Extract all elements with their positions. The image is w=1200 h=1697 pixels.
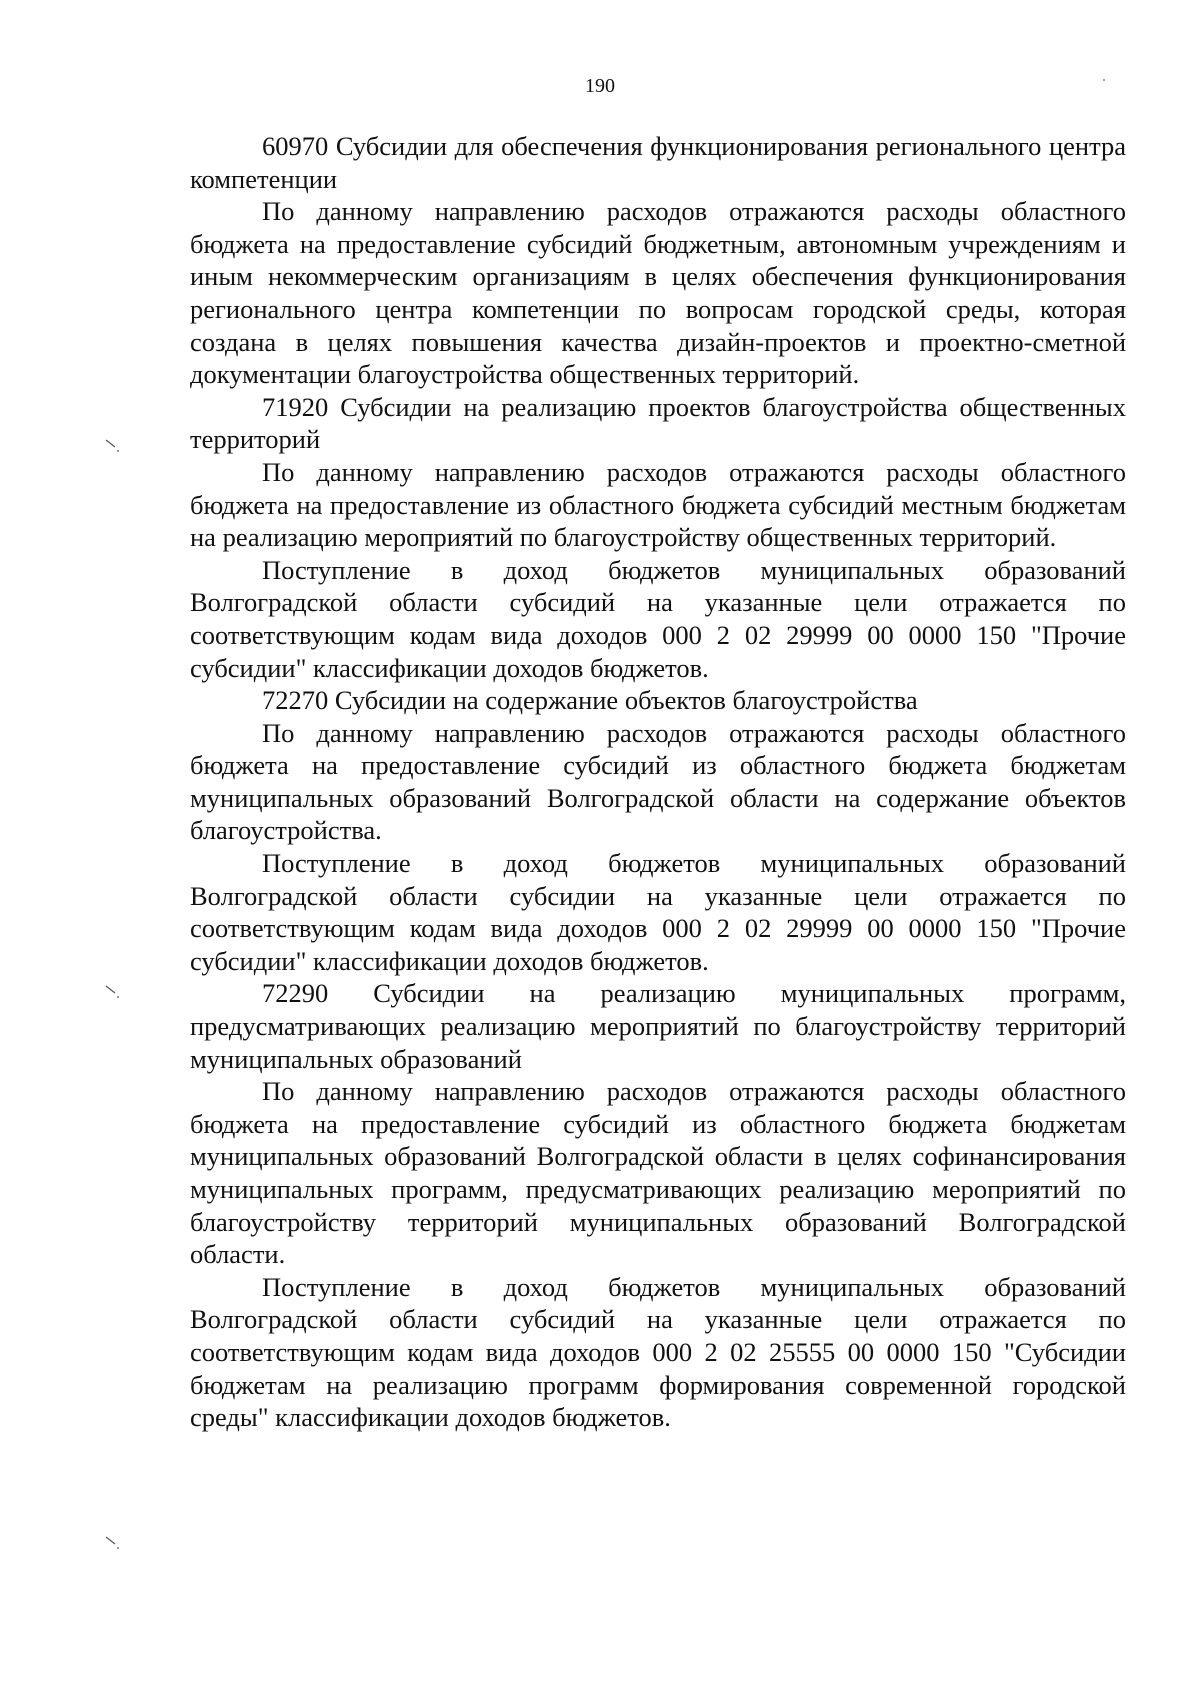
paragraph-72290-revenue: Поступление в доход бюджетов муниципальных образований Волгоградской области субсидий на указанные цели отражается по соответствующим кодам вида доходов 000 2 02 25555 00 0000 150 "Субсидии бюджетам на реализацию программ формирования современной городской среды" классификации доходов бюджетов.	[190, 1271, 1126, 1433]
scan-mark-icon	[104, 1535, 122, 1553]
section-heading-71920: 71920 Субсидии на реализацию проектов благоустройства общественных территорий	[190, 391, 1126, 455]
section-heading-72270: 72270 Субсидии на содержание объектов благоустройства	[262, 685, 918, 716]
paragraph-71920-revenue: Поступление в доход бюджетов муниципальных образований Волгоградской области субсидий на указанные цели отражается по соответствующим кодам вида доходов 000 2 02 29999 00 0000 150 "Прочие субсидии" классификации доходов бюджетов.	[190, 554, 1126, 683]
paragraph-71920-description: По данному направлению расходов отражаются расходы областного бюджета на предоставление из областного бюджета субсидий местным бюджетам на реализацию мероприятий по благоустройству общественных территорий.	[190, 456, 1126, 553]
section-heading-72290: 72290 Субсидии на реализацию муниципальных программ, предусматривающих реализацию мероприятий по благоустройству территорий муниципальных образований	[190, 978, 1126, 1074]
paragraph-72290-description: По данному направлению расходов отражаются расходы областного бюджета на предоставление субсидий из областного бюджета бюджетам муниципальных образований Волгоградской области в целях софинансирования муниципальных программ, предусматривающих реализацию мероприятий по благоустройству территорий муниципальных образований Волгоградской области.	[190, 1076, 1126, 1270]
paragraph-72270-revenue: Поступление в доход бюджетов муниципальных образований Волгоградской области субсидии на указанные цели отражается по соответствующим кодам вида доходов 000 2 02 29999 00 0000 150 "Прочие субсидии" классификации доходов бюджетов.	[190, 848, 1126, 976]
scan-mark-icon	[104, 984, 122, 1002]
section-heading-60970: 60970 Субсидии для обеспечения функционирования регионального центра компетенции	[190, 131, 1126, 194]
paragraph-60970-description: По данному направлению расходов отражаются расходы областного бюджета на предоставление субсидий бюджетным, автономным учреждениям и иным некоммерческим организациям в целях обеспечения функционирования регионального центра компетенции по вопросам городской среды, которая создана в целях повышения качества дизайн-проектов и проектно-сметной документации благоустройства общественных территорий.	[190, 196, 1126, 390]
scan-speck-icon	[1098, 74, 1116, 92]
paragraph-72270-description: По данному направлению расходов отражаются расходы областного бюджета на предоставление субсидий из областного бюджета бюджетам муниципальных образований Волгоградской области на содержание объектов благоустройства.	[190, 717, 1126, 846]
page-number: 190	[585, 75, 615, 97]
document-body	[190, 130, 1126, 1434]
scan-mark-icon	[104, 438, 122, 456]
